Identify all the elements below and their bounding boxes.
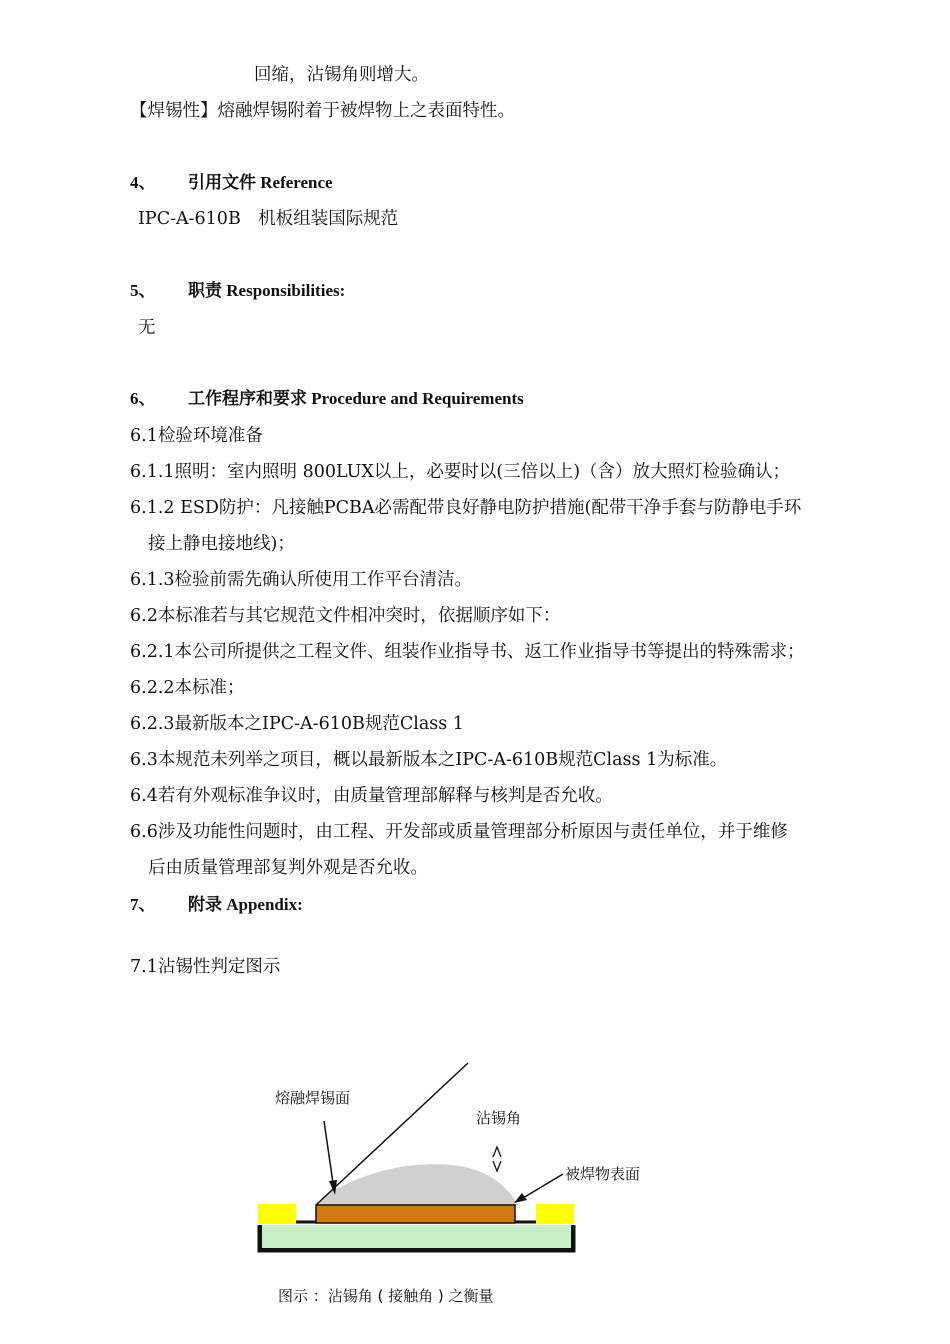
item-6-1-2-cont: 接上静电接地线)； [148, 534, 295, 554]
section-4-title: 引用文件 Reference [188, 173, 333, 192]
item-6-2: 6.2本标准若与其它规范文件相冲突时，依据顺序如下： [130, 606, 561, 626]
item-6-1-3: 6.1.3检验前需先确认所使用工作平台清洁。 [130, 570, 473, 590]
label-wetting-angle: 沾锡角 [476, 1109, 522, 1127]
item-6-6: 6.6涉及功能性问题时，由工程、开发部或质量管理部分析原因与责任单位，并于维修 [130, 822, 788, 842]
item-6-3: 6.3本规范未列举之项目，概以最新版本之IPC-A-610B规范Class 1为标准。 [130, 750, 728, 770]
item-6-2-2: 6.2.2本标准； [130, 678, 245, 698]
section-5-number: 5、 [130, 281, 156, 300]
figure-caption: 图示 ：沾锡角 ( 接触角 ) 之衡量 [278, 1287, 494, 1305]
section-7-1: 7.1沾锡性判定图示 [130, 957, 281, 977]
right-pad [536, 1204, 574, 1224]
surface-pointer-head [514, 1193, 527, 1203]
section-6-number: 6、 [130, 389, 156, 408]
section-5-title: 职责 Responsibilities: [188, 281, 346, 300]
wetting-angle-figure [240, 1055, 680, 1265]
intro-line-1: 回缩，沾锡角则增大。 [254, 65, 429, 85]
item-6-6-cont: 后由质量管理部复判外观是否允收。 [148, 858, 428, 878]
section-4-heading [130, 172, 333, 194]
item-6-2-1: 6.2.1本公司所提供之工程文件、组装作业指导书、返工作业指导书等提出的特殊需求； [130, 642, 805, 662]
section-4-number: 4、 [130, 173, 156, 192]
item-6-2-3: 6.2.3最新版本之IPC-A-610B规范Class 1 [130, 714, 464, 734]
left-pad [258, 1204, 296, 1224]
section-6-heading [130, 388, 524, 410]
angle-arrow-down [493, 1161, 501, 1171]
item-6-1-1: 6.1.1照明：室内照明 800LUX以上，必要时以(三倍以上)（含）放大照灯检验确认； [130, 462, 791, 482]
molten-pointer-line [324, 1121, 333, 1183]
angle-arrow-up [493, 1147, 501, 1157]
item-6-4: 6.4若有外观标准争议时，由质量管理部解释与核判是否允收。 [130, 786, 613, 806]
board-fill [262, 1225, 571, 1248]
section-4-body: IPC-A-610B 机板组装国际规范 [138, 209, 399, 229]
component-body [316, 1205, 515, 1223]
section-5-heading [130, 280, 345, 302]
solder-dome [316, 1164, 518, 1205]
section-5-body: 无 [138, 318, 156, 338]
section-6-title: 工作程序和要求 Procedure and Requirements [188, 389, 524, 408]
section-7-title: 附录 Appendix: [188, 895, 303, 914]
section-7-heading [130, 894, 303, 916]
surface-pointer-line [523, 1174, 563, 1198]
section-7-number: 7、 [130, 895, 156, 914]
intro-line-2: 【焊锡性】熔融焊锡附着于被焊物上之表面特性。 [130, 101, 515, 121]
label-molten-surface: 熔融焊锡面 [275, 1089, 351, 1107]
item-6-1-2: 6.1.2 ESD防护：凡接触PCBA必需配带良好静电防护措施(配带干净手套与防静电手环 [130, 498, 802, 518]
item-6-1: 6.1检验环境准备 [130, 426, 263, 446]
label-workpiece-surface: 被焊物表面 [565, 1165, 641, 1183]
